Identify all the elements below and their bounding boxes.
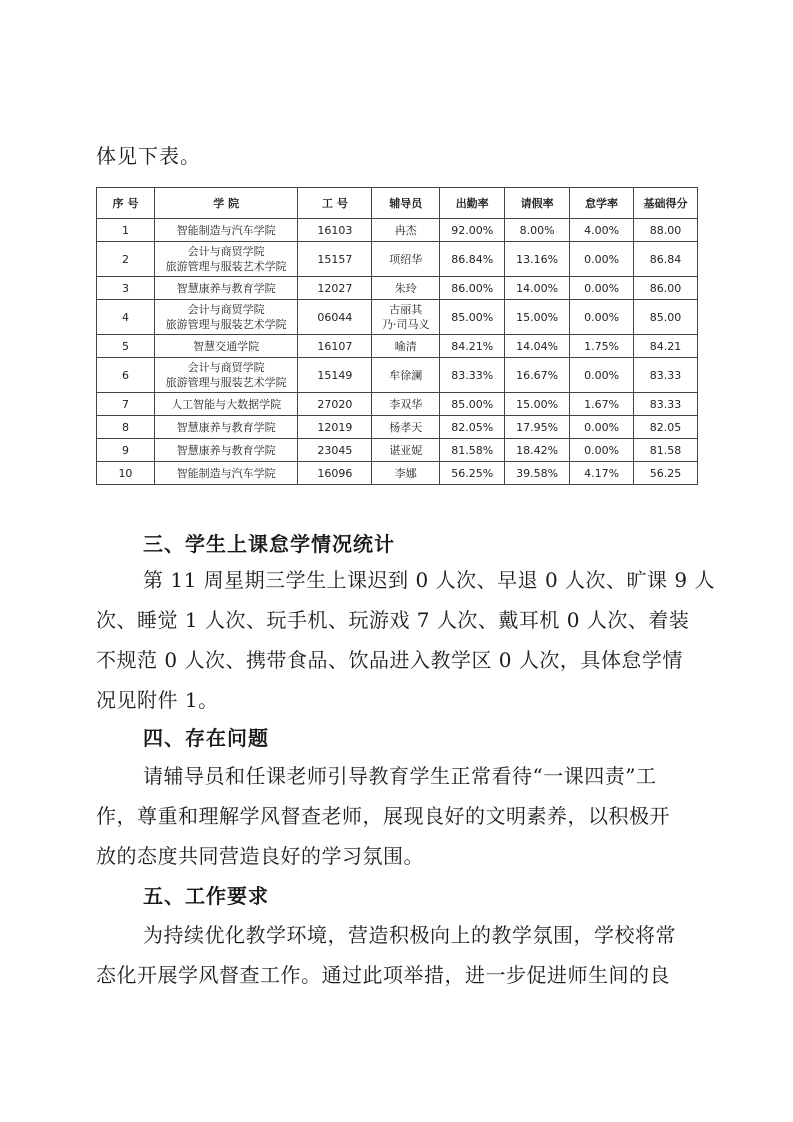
cell-counselor-line: 李双华 bbox=[389, 397, 423, 411]
table-row bbox=[97, 462, 698, 485]
cell-counselor-line: 牟徐澜 bbox=[389, 368, 423, 382]
cell-counselor-line: 朱玲 bbox=[394, 281, 417, 295]
paragraph-line: 请辅导员和任课老师引导教育学生正常看待“一课四责”工 bbox=[143, 764, 657, 788]
paragraph-line: 第 11 周星期三学生上课迟到 0 人次、早退 0 人次、旷课 9 人 bbox=[143, 568, 715, 592]
cell-score: 86.84 bbox=[634, 242, 698, 277]
cell-leave: 13.16% bbox=[505, 242, 570, 277]
cell-leave: 39.58% bbox=[505, 462, 570, 485]
section-4-heading: 四、存在问题 bbox=[143, 726, 269, 750]
table-row bbox=[97, 242, 698, 277]
cell-counselor-line: 杨孝天 bbox=[389, 420, 423, 434]
cell-truancy: 4.00% bbox=[570, 219, 634, 242]
cell-score: 84.21 bbox=[634, 335, 698, 358]
cell-truancy: 4.17% bbox=[570, 462, 634, 485]
cell-score: 56.25 bbox=[634, 462, 698, 485]
cell-truancy: 0.00% bbox=[570, 242, 634, 277]
cell-attendance: 83.33% bbox=[440, 358, 505, 393]
cell-score: 88.00 bbox=[634, 219, 698, 242]
cell-attendance: 85.00% bbox=[440, 393, 505, 416]
cell-attendance: 84.21% bbox=[440, 335, 505, 358]
table-header-row bbox=[97, 188, 698, 219]
table-row bbox=[97, 439, 698, 462]
cell-id: 16107 bbox=[298, 335, 372, 358]
cell-counselor bbox=[372, 335, 440, 358]
cell-id: 15157 bbox=[298, 242, 372, 277]
cell-score: 83.33 bbox=[634, 393, 698, 416]
cell-no: 6 bbox=[97, 358, 155, 393]
cell-counselor bbox=[372, 393, 440, 416]
cell-college-line: 旅游管理与服装艺术学院 bbox=[165, 376, 287, 389]
cell-counselor bbox=[372, 462, 440, 485]
cell-counselor-line: 谌亚妮 bbox=[389, 443, 423, 457]
cell-counselor-line: 项绍华 bbox=[389, 252, 423, 266]
cell-counselor bbox=[372, 300, 440, 335]
cell-leave: 16.67% bbox=[505, 358, 570, 393]
cell-counselor-line: 冉杰 bbox=[394, 223, 417, 237]
cell-attendance: 81.58% bbox=[440, 439, 505, 462]
cell-truancy: 0.00% bbox=[570, 277, 634, 300]
table-row bbox=[97, 416, 698, 439]
paragraph-line: 放的态度共同营造良好的学习氛围。 bbox=[96, 844, 424, 868]
cell-truancy: 1.75% bbox=[570, 335, 634, 358]
cell-attendance: 82.05% bbox=[440, 416, 505, 439]
cell-college-line: 旅游管理与服装艺术学院 bbox=[165, 318, 287, 331]
paragraph-line: 态化开展学风督查工作。通过此项举措，进一步促进师生间的良 bbox=[96, 963, 670, 987]
paragraph-line: 次、睡觉 1 人次、玩手机、玩游戏 7 人次、戴耳机 0 人次、着装 bbox=[96, 608, 690, 632]
cell-leave: 18.42% bbox=[505, 439, 570, 462]
cell-truancy: 0.00% bbox=[570, 439, 634, 462]
cell-no: 2 bbox=[97, 242, 155, 277]
cell-truancy: 1.67% bbox=[570, 393, 634, 416]
cell-college-line: 智慧康养与教育学院 bbox=[176, 281, 276, 295]
cell-leave: 8.00% bbox=[505, 219, 570, 242]
section-4-paragraph bbox=[96, 756, 698, 876]
cell-id: 15149 bbox=[298, 358, 372, 393]
cell-score: 85.00 bbox=[634, 300, 698, 335]
cell-id: 16096 bbox=[298, 462, 372, 485]
table-row bbox=[97, 219, 698, 242]
cell-college bbox=[154, 277, 298, 300]
cell-truancy: 0.00% bbox=[570, 358, 634, 393]
cell-score: 86.00 bbox=[634, 277, 698, 300]
cell-counselor bbox=[372, 242, 440, 277]
cell-no: 9 bbox=[97, 439, 155, 462]
paragraph-line: 作，尊重和理解学风督查老师，展现良好的文明素养，以积极开 bbox=[96, 804, 670, 828]
header-id: 工 号 bbox=[298, 188, 372, 219]
cell-score: 83.33 bbox=[634, 358, 698, 393]
cell-attendance: 86.00% bbox=[440, 277, 505, 300]
cell-college bbox=[154, 393, 298, 416]
paragraph-line: 不规范 0 人次、携带食品、饮品进入教学区 0 人次，具体怠学情 bbox=[96, 648, 683, 672]
cell-college bbox=[154, 416, 298, 439]
cell-no: 10 bbox=[97, 462, 155, 485]
cell-college-line: 会计与商贸学院 bbox=[187, 245, 265, 258]
cell-college-line: 旅游管理与服装艺术学院 bbox=[165, 260, 287, 273]
cell-college-line: 智能制造与汽车学院 bbox=[176, 223, 276, 237]
cell-attendance: 85.00% bbox=[440, 300, 505, 335]
cell-college-line: 会计与商贸学院 bbox=[187, 361, 265, 374]
cell-attendance: 86.84% bbox=[440, 242, 505, 277]
cell-no: 4 bbox=[97, 300, 155, 335]
cell-counselor bbox=[372, 439, 440, 462]
paragraph-line: 为持续优化教学环境，营造积极向上的教学氛围，学校将常 bbox=[143, 923, 676, 947]
cell-leave: 15.00% bbox=[505, 300, 570, 335]
table-row bbox=[97, 393, 698, 416]
header-counselor: 辅导员 bbox=[372, 188, 440, 219]
header-leave: 请假率 bbox=[505, 188, 570, 219]
section-5-paragraph bbox=[96, 915, 698, 995]
header-college: 学 院 bbox=[154, 188, 298, 219]
cell-leave: 14.00% bbox=[505, 277, 570, 300]
header-attendance: 出勤率 bbox=[440, 188, 505, 219]
cell-id: 27020 bbox=[298, 393, 372, 416]
cell-college bbox=[154, 242, 298, 277]
cell-attendance: 92.00% bbox=[440, 219, 505, 242]
cell-truancy: 0.00% bbox=[570, 300, 634, 335]
paragraph-line: 况见附件 1。 bbox=[96, 688, 219, 712]
cell-score: 81.58 bbox=[634, 439, 698, 462]
cell-id: 23045 bbox=[298, 439, 372, 462]
cell-college bbox=[154, 300, 298, 335]
cell-id: 12019 bbox=[298, 416, 372, 439]
table-row bbox=[97, 358, 698, 393]
section-3-heading: 三、学生上课怠学情况统计 bbox=[143, 532, 395, 556]
cell-score: 82.05 bbox=[634, 416, 698, 439]
table-row bbox=[97, 300, 698, 335]
cell-college-line: 智慧康养与教育学院 bbox=[176, 443, 276, 457]
header-score: 基础得分 bbox=[634, 188, 698, 219]
cell-college bbox=[154, 439, 298, 462]
cell-id: 12027 bbox=[298, 277, 372, 300]
cell-no: 3 bbox=[97, 277, 155, 300]
cell-college bbox=[154, 219, 298, 242]
cell-no: 7 bbox=[97, 393, 155, 416]
counselor-score-table bbox=[96, 187, 698, 485]
cell-truancy: 0.00% bbox=[570, 416, 634, 439]
cell-college-line: 智慧康养与教育学院 bbox=[176, 420, 276, 434]
lead-text: 体见下表。 bbox=[96, 144, 201, 168]
cell-college bbox=[154, 358, 298, 393]
cell-counselor bbox=[372, 277, 440, 300]
cell-college-line: 智能制造与汽车学院 bbox=[176, 466, 276, 480]
cell-id: 06044 bbox=[298, 300, 372, 335]
cell-counselor-line: 喻清 bbox=[394, 339, 417, 353]
section-3-paragraph bbox=[96, 560, 715, 720]
cell-college-line: 人工智能与大数据学院 bbox=[171, 397, 282, 411]
cell-college bbox=[154, 335, 298, 358]
cell-counselor-line: 古丽其 bbox=[389, 303, 423, 316]
cell-leave: 14.04% bbox=[505, 335, 570, 358]
cell-leave: 15.00% bbox=[505, 393, 570, 416]
header-no: 序 号 bbox=[97, 188, 155, 219]
cell-attendance: 56.25% bbox=[440, 462, 505, 485]
section-5-heading: 五、工作要求 bbox=[143, 884, 269, 908]
table-row bbox=[97, 335, 698, 358]
cell-no: 5 bbox=[97, 335, 155, 358]
header-truancy: 怠学率 bbox=[570, 188, 634, 219]
cell-no: 8 bbox=[97, 416, 155, 439]
cell-id: 16103 bbox=[298, 219, 372, 242]
cell-counselor bbox=[372, 219, 440, 242]
cell-no: 1 bbox=[97, 219, 155, 242]
cell-college bbox=[154, 462, 298, 485]
cell-college-line: 会计与商贸学院 bbox=[187, 303, 265, 316]
cell-counselor bbox=[372, 358, 440, 393]
cell-counselor-line: 乃·司马义 bbox=[382, 318, 430, 331]
table-row bbox=[97, 277, 698, 300]
cell-college-line: 智慧交通学院 bbox=[193, 339, 260, 353]
cell-counselor-line: 李娜 bbox=[394, 466, 417, 480]
cell-counselor bbox=[372, 416, 440, 439]
cell-leave: 17.95% bbox=[505, 416, 570, 439]
